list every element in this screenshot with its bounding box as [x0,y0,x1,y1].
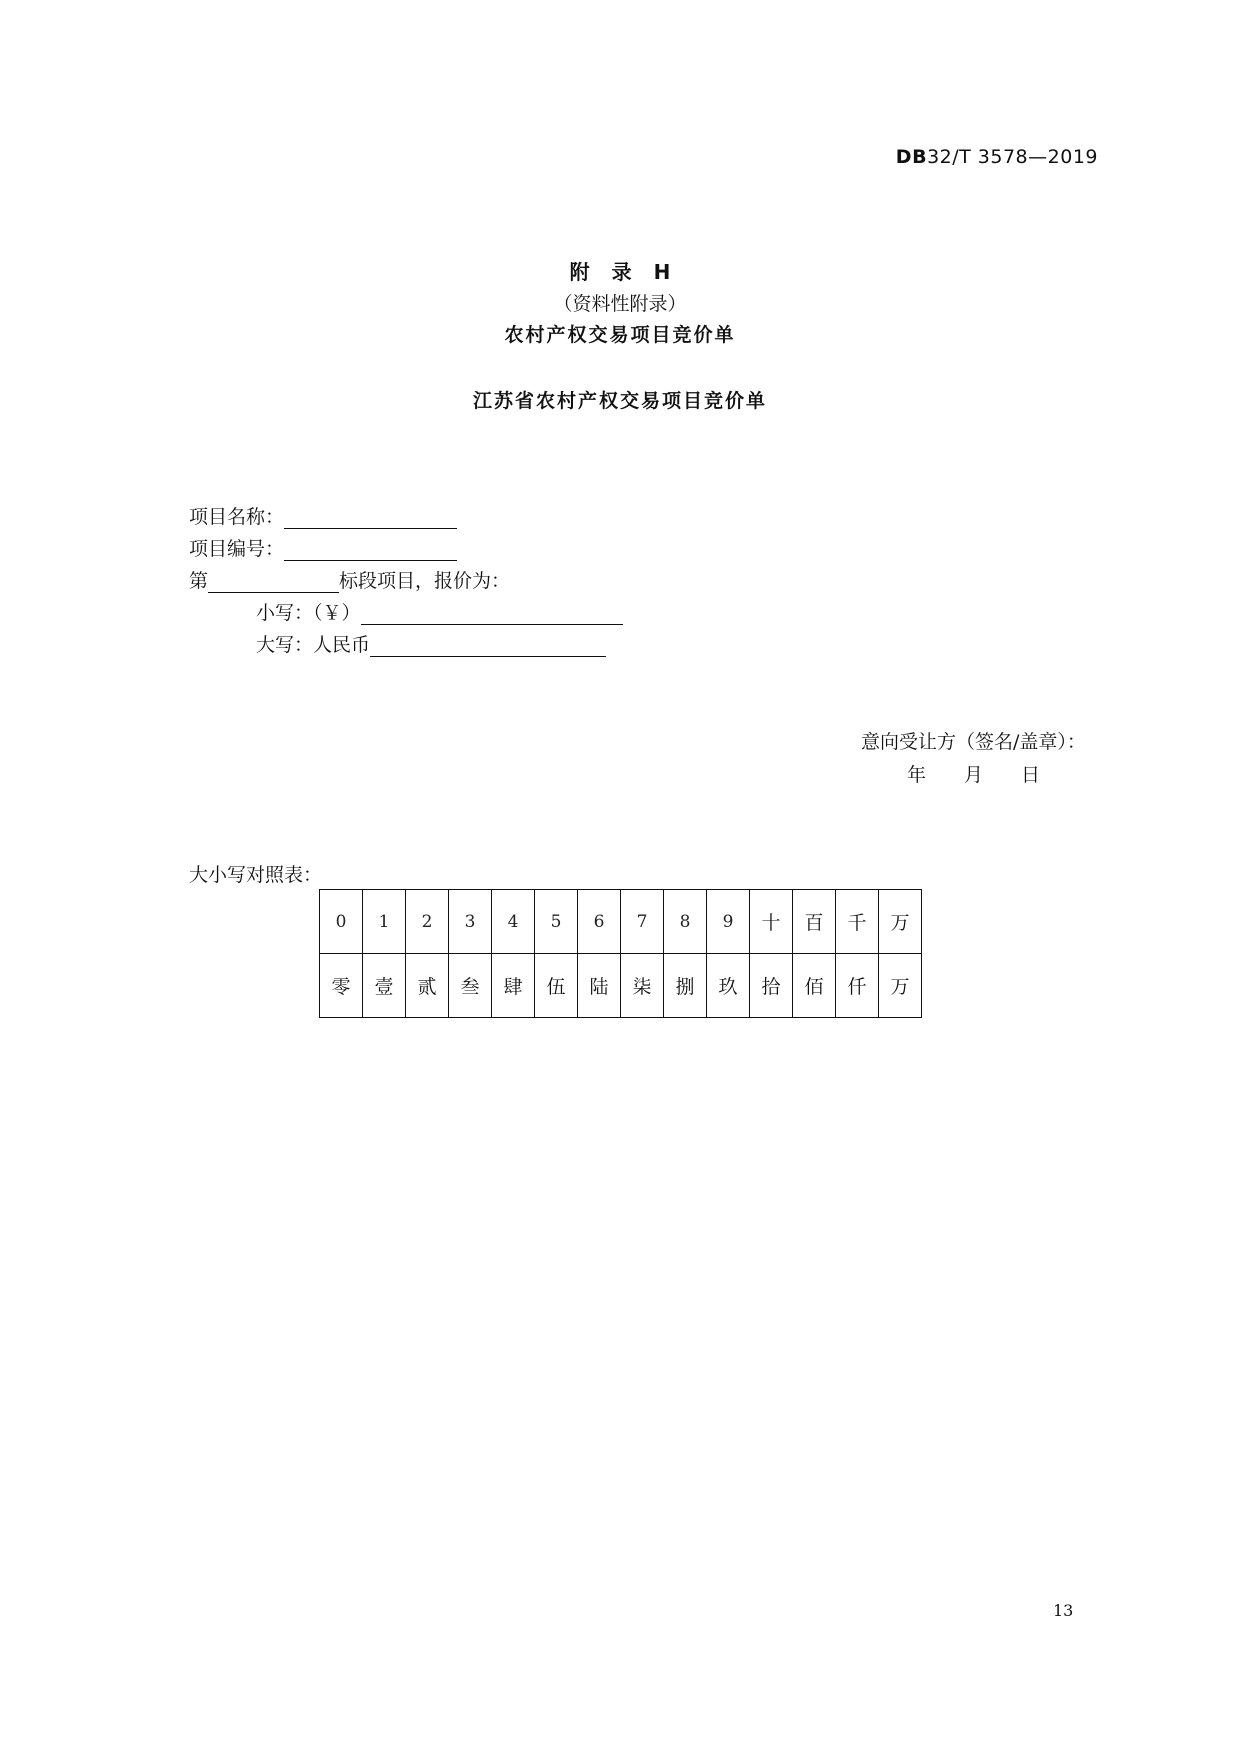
section-prefix: 第 [189,570,209,592]
uppercase-cell: 佰 [793,954,836,1018]
form-title: 江苏省农村产权交易项目竞价单 [472,390,767,412]
lower-amount-label: 小写：（￥） [256,602,361,624]
section-field[interactable] [208,570,339,593]
uppercase-cell: 肆 [492,954,535,1018]
date-line [907,760,1078,787]
lower-amount-row [256,598,623,625]
uppercase-cell: 陆 [578,954,621,1018]
digit-cell: 万 [879,890,922,954]
numeral-mapping-table [319,889,922,1018]
digit-cell: 7 [621,890,664,954]
project-no-field[interactable] [284,538,457,561]
annex-note: （资料性附录） [553,293,687,315]
uppercase-cell: 零 [320,954,363,1018]
section-suffix: 标段项目，报价为： [339,570,511,592]
document-code-prefix: DB [895,146,928,168]
digit-cell: 百 [793,890,836,954]
project-name-label: 项目名称： [189,506,285,528]
uppercase-cell: 壹 [363,954,406,1018]
annex-label: 附录H [569,260,693,284]
annex-title: 农村产权交易项目竞价单 [504,324,736,346]
uppercase-cell: 贰 [406,954,449,1018]
table-row-uppercase [320,954,922,1018]
digit-cell: 十 [750,890,793,954]
uppercase-cell: 伍 [535,954,578,1018]
table-caption: 大小写对照表： [189,864,323,886]
uppercase-cell: 柒 [621,954,664,1018]
digit-cell: 8 [664,890,707,954]
uppercase-cell: 万 [879,954,922,1018]
date-year: 年 [907,764,927,786]
date-day: 日 [1021,764,1041,786]
project-name-field[interactable] [284,506,457,529]
digit-cell: 4 [492,890,535,954]
digit-cell: 2 [406,890,449,954]
uppercase-cell: 玖 [707,954,750,1018]
digit-cell: 3 [449,890,492,954]
table-row-digits [320,890,922,954]
upper-amount-label: 大写：人民币 [256,634,371,656]
uppercase-cell: 捌 [664,954,707,1018]
project-no-row [189,534,457,561]
page-number: 13 [1053,1601,1074,1620]
digit-cell: 5 [535,890,578,954]
digit-cell: 6 [578,890,621,954]
section-row [189,566,510,593]
upper-amount-field[interactable] [370,634,606,657]
lower-amount-field[interactable] [361,602,623,625]
uppercase-cell: 叁 [449,954,492,1018]
signer-label: 意向受让方（签名/盖章）： [861,731,1086,753]
upper-amount-row [256,630,606,657]
date-month: 月 [964,764,984,786]
digit-cell: 1 [363,890,406,954]
project-name-row [189,502,457,529]
uppercase-cell: 拾 [750,954,793,1018]
digit-cell: 0 [320,890,363,954]
project-no-label: 项目编号： [189,538,285,560]
document-code-number: 32/T 3578—2019 [927,146,1098,168]
document-code [896,146,1098,168]
uppercase-cell: 仟 [836,954,879,1018]
digit-cell: 9 [707,890,750,954]
digit-cell: 千 [836,890,879,954]
